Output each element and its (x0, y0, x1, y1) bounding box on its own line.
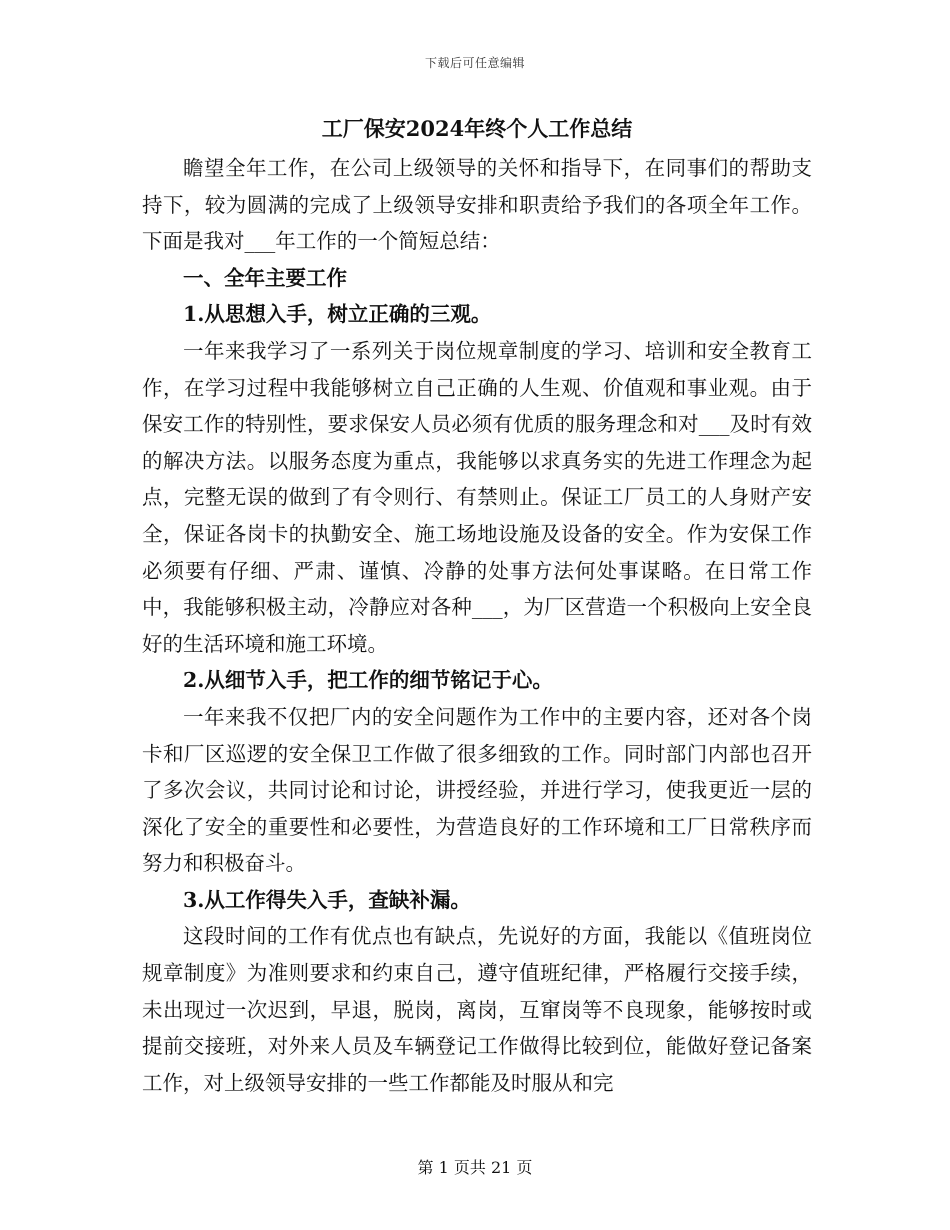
paragraph-3: 这段时间的工作有优点也有缺点，先说好的方面，我能以《值班岗位规章制度》为准则要求和约束自己，遵守值班纪律，严格履行交接手续，未出现过一次迟到，早退，脱岗，离岗，互窜岗等不良现象，能够按时或提前交接班，对外来人员及车辆登记工作做得比较到位，能做好登记备案工作，对上级领导安排的一些工作都能及时服从和完 (142, 924, 812, 1095)
subheading-3: 3.从工作得失入手，查缺补漏。 (183, 887, 471, 912)
page-number: 第 1 页共 21 页 (417, 1158, 533, 1177)
section-heading-main-work: 一、全年主要工作 (183, 265, 347, 290)
paragraph-intro: 瞻望全年工作，在公司上级领导的关怀和指导下，在同事们的帮助支持下，较为圆满的完成了上级领导安排和职责给予我们的各项全年工作。下面是我对___年工作的一个简短总结： (142, 156, 812, 254)
paragraph-2: 一年来我不仅把厂内的安全问题作为工作中的主要内容，还对各个岗卡和厂区巡逻的安全保卫工作做了很多细致的工作。同时部门内部也召开了多次会议，共同讨论和讨论，讲授经验，并进行学习，使我更近一层的深化了安全的重要性和必要性，为营造良好的工作环境和工厂日常秩序而努力和积极奋斗。 (142, 704, 812, 876)
header-note: 下载后可任意编辑 (424, 56, 525, 70)
document-title: 工厂保安2024年终个人工作总结 (321, 116, 633, 141)
paragraph-1: 一年来我学习了一系列关于岗位规章制度的学习、培训和安全教育工作，在学习过程中我能够树立自己正确的人生观、价值观和事业观。由于保安工作的特别性，要求保安人员必须有优质的服务理念和对___及时有效的解决方法。以服务态度为重点，我能够以求真务实的先进工作理念为起点，完整无误的做到了有令则行、有禁则止。保证工厂员工的人身财产安全，保证各岗卡的执勤安全、施工场地设施及设备的安全。作为安保工作必须要有仔细、严肃、谨慎、冷静的处事方法何处事谋略。在日常工作中，我能够积极主动，冷静应对各种___，为厂区营造一个积极向上安全良好的生活环境和施工环境。 (142, 338, 812, 656)
document-body (142, 112, 812, 1101)
subheading-2: 2.从细节入手，把工作的细节铭记于心。 (183, 668, 553, 693)
subheading-1: 1.从思想入手，树立正确的三观。 (183, 302, 492, 327)
